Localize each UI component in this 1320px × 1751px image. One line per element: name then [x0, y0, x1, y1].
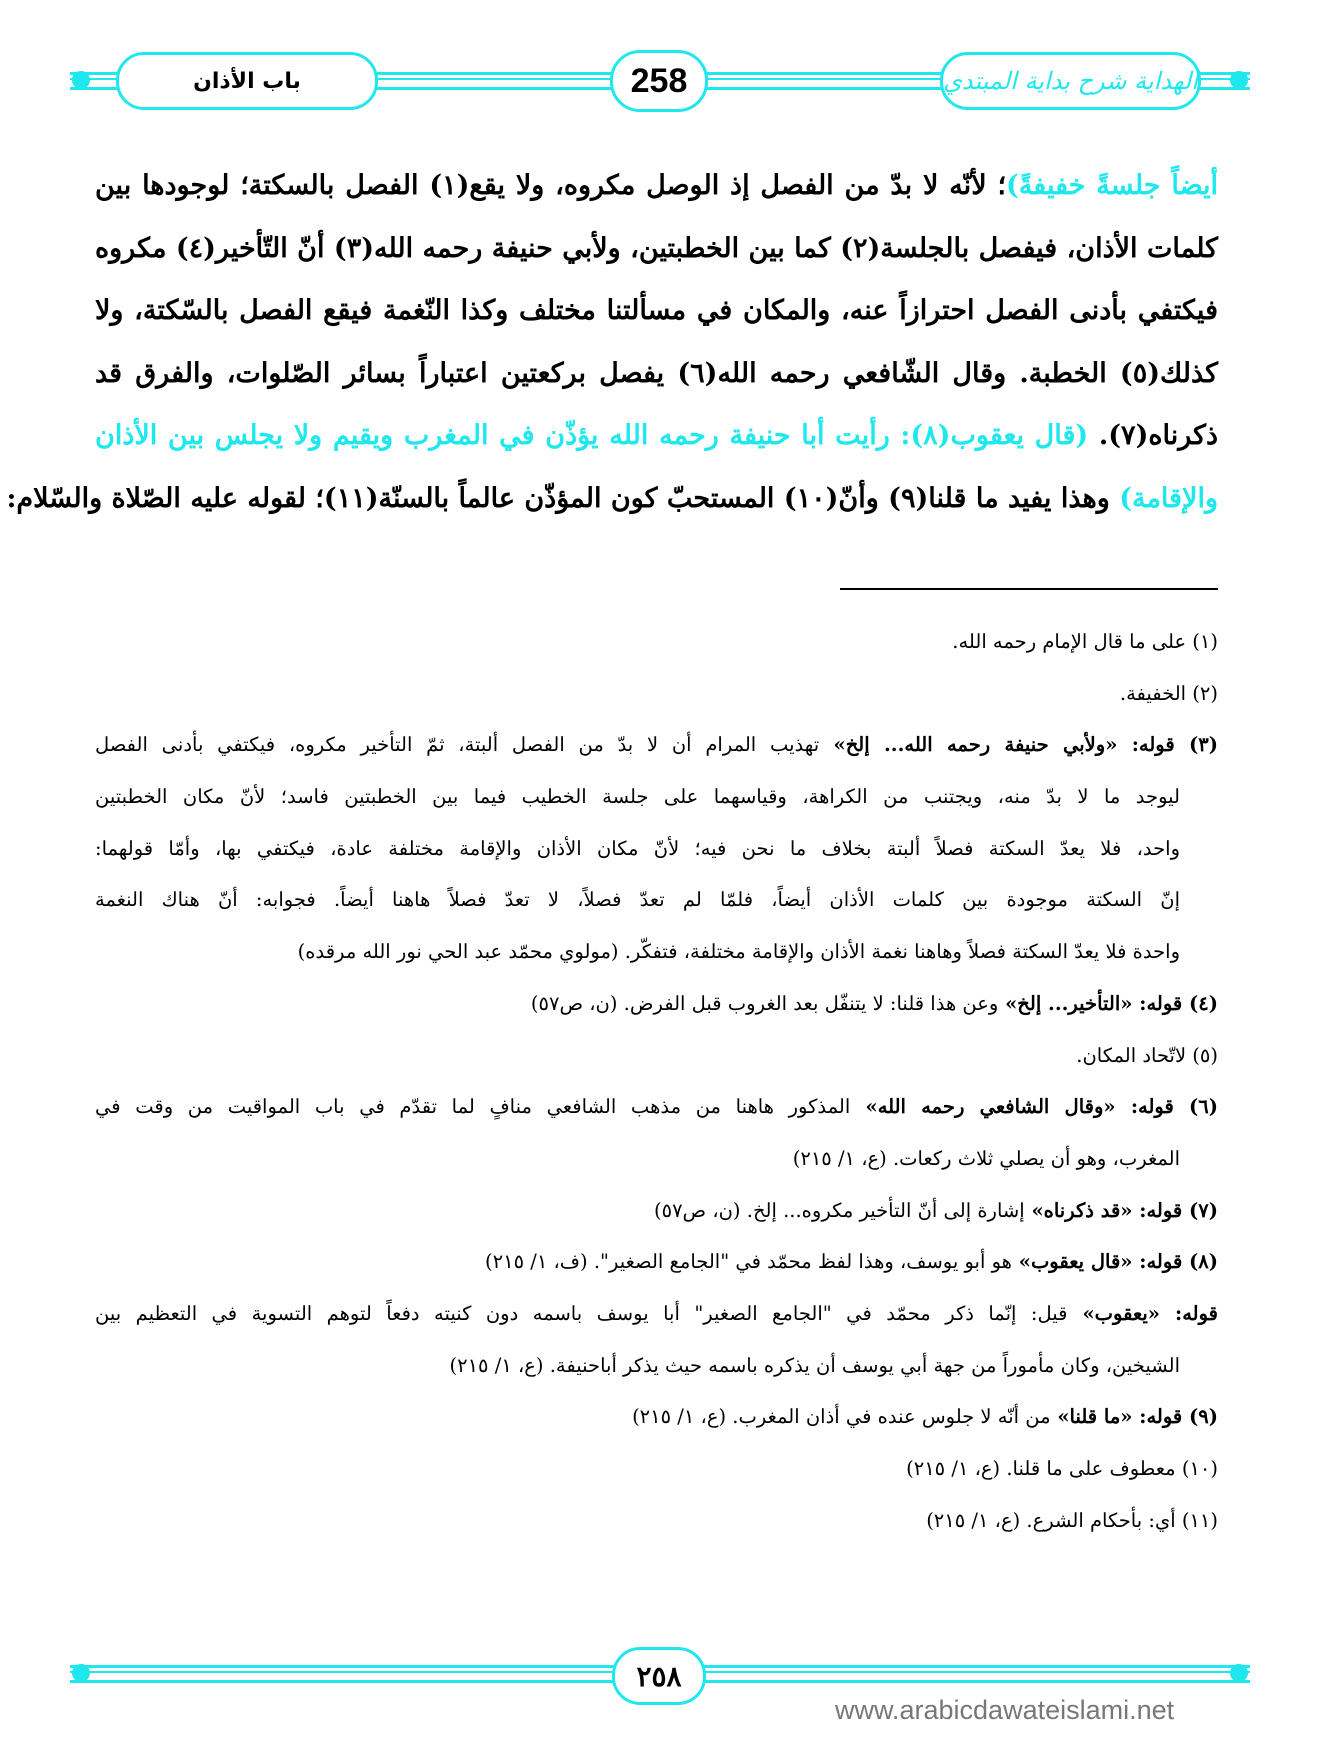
website-url: www.arabicdawateislami.net — [835, 1695, 1175, 1725]
footnote-line — [95, 1346, 1218, 1398]
footnote-text: هو أبو يوسف، وهذا لفظ محمّد في "الجامع الصغير". (ف، ١/ ٢١٥) — [485, 1250, 1012, 1274]
footnote-line — [95, 984, 1218, 1036]
footnote-text: (١) على ما قال الإمام رحمه الله. — [952, 630, 1218, 653]
footnote-text: واحد، فلا يعدّ السكتة فصلاً ألبتة بخلاف ما نحن فيه؛ لأنّ مكان الأذان والإقامة مختلفة عادة، فيكتفي بها، وأمّا قولهما: — [95, 836, 1180, 860]
footnote-text: الشيخين، وكان مأموراً من جهة أبي يوسف أن يذكره باسمه حيث يذكر أباحنيفة. (ع، ١/ ٢١٥) — [449, 1353, 1180, 1377]
footnote-lead: (٧) قوله: «قد ذكرناه» — [1024, 1198, 1218, 1222]
footnote-text: المغرب، وهو أن يصلي ثلاث ركعات. (ع، ١/ ٢١٥) — [792, 1146, 1180, 1170]
footnote-lead: (٣) قوله: «ولأبي حنيفة رحمه الله... إلخ» — [819, 733, 1218, 757]
footnote-lead: (٤) قوله: «التأخير... إلخ» — [998, 991, 1218, 1015]
header-ornament-left — [72, 71, 90, 89]
text-line — [6, 475, 1218, 538]
footnote-lead: (٦) قوله: «وقال الشافعي رحمه الله» — [850, 1095, 1219, 1119]
footnote-text: من أنّه لا جلوس عنده في أذان المغرب. (ع، ١/ ٢١٥) — [632, 1405, 1051, 1429]
footnote-text: (٢) الخفيفة. — [1119, 681, 1218, 705]
footnote-line — [95, 1242, 1218, 1294]
matn-text: (قال يعقوب(٨): رأيت أبا حنيفة رحمه الله يؤذّن في المغرب ويقيم ولا يجلس بين الأذان — [95, 420, 1089, 452]
footnote-lead: (٨) قوله: «قال يعقوب» — [1011, 1250, 1218, 1274]
footnote-line — [95, 932, 1218, 984]
footnote-text: وعن هذا قلنا: لا يتنفّل بعد الغروب قبل الفرض. (ن، ص٥٧) — [530, 991, 999, 1015]
text-line: كلمات الأذان، فيفصل بالجلسة(٢) كما بين الخطبتين، ولأبي حنيفة رحمه الله(٣) أنّ التّأخير(٤) مكروه — [95, 232, 1218, 264]
footnote-divider — [840, 588, 1218, 590]
footnote-line — [95, 829, 1218, 881]
footnote-text: المذكور هاهنا من مذهب الشافعي منافٍ لما تقدّم في باب المواقيت من وقت في — [95, 1095, 851, 1119]
footnote-text: تهذيب المرام أن لا بدّ من الفصل ألبتة، ثمّ التأخير مكروه، فيكتفي بأدنى الفصل — [95, 733, 820, 757]
footnotes — [95, 622, 1218, 1552]
footnote-text: (٥) لاتّحاد المكان. — [1076, 1043, 1218, 1067]
footnote-text: واحدة فلا يعدّ السكتة فصلاً وهاهنا نغمة الأذان والإقامة مختلفة، فتفكّر. (مولوي محمّد عبد الحي نور الله مرقده) — [297, 940, 1180, 964]
text-line: فيكتفي بأدنى الفصل احترازاً عنه، والمكان في مسألتنا مختلف وكذا النّغمة فيقع الفصل بالسّكتة، ولا — [95, 295, 1218, 327]
footnote-line — [95, 1294, 1218, 1346]
footnote-line — [95, 622, 1218, 674]
footnote-line — [95, 725, 1218, 777]
footnote-line — [95, 880, 1218, 932]
footer-page-number-box — [612, 1647, 706, 1705]
text-line — [95, 162, 1218, 225]
chapter-title: باب الأذان — [193, 68, 301, 94]
footnote-line — [95, 1501, 1218, 1553]
book-title-box — [940, 52, 1201, 110]
header-ornament-right — [1230, 71, 1248, 89]
footnote-line — [95, 1036, 1218, 1088]
matn-text: أيضاً جلسةً خفيفةً) — [1006, 170, 1218, 201]
page-number-box — [610, 50, 708, 112]
footnote-line — [95, 1397, 1218, 1449]
text-line — [95, 412, 1218, 475]
footnote-text: ليوجد ما لا بدّ منه، ويجتنب من الكراهة، وقياسهما على جلسة الخطيب فيما بين الخطبتين فاسد؛ لأنّ مكان الخطبتين — [95, 785, 1180, 809]
footnote-line — [95, 1449, 1218, 1501]
footnote-text: إشارة إلى أنّ التأخير مكروه... إلخ. (ن، ص٥٧) — [653, 1198, 1025, 1222]
footnote-lead: قوله: «يعقوب» — [1067, 1301, 1218, 1325]
book-title-logo: الهداية شرح بداية المبتدي — [943, 67, 1198, 95]
footnote-text: (١١) أي: بأحكام الشرع. (ع، ١/ ٢١٥) — [926, 1508, 1218, 1532]
main-text — [6, 162, 1218, 538]
footnote-text: قيل: إنّما ذكر محمّد في "الجامع الصغير" أبا يوسف باسمه دون كنيته دفعاً لتوهم التسوية في التعظيم بين — [95, 1301, 1068, 1325]
footnote-line — [95, 1139, 1218, 1191]
footnote-line — [95, 1191, 1218, 1243]
footnote-text: (١٠) معطوف على ما قلنا. (ع، ١/ ٢١٥) — [906, 1457, 1218, 1480]
footnote-line — [95, 777, 1218, 829]
footnote-text: إنّ السكتة موجودة بين كلمات الأذان أيضاً، فلمّا لم تعدّ فصلاً، لا تعدّ فصلاً هاهنا أيضاً. فجوابه: أنّ هناك النغمة — [95, 888, 1180, 912]
sharh-text: ذكرناه(٧). — [1088, 420, 1218, 452]
matn-text: والإقامة) — [1119, 482, 1218, 514]
footer-ornament-left — [72, 1664, 90, 1682]
footnote-line — [95, 1087, 1218, 1139]
sharh-text: ؛ لأنّه لا بدّ من الفصل إذ الوصل مكروه، ولا يقع(١) الفصل بالسكتة؛ لوجودها بين — [95, 170, 1007, 201]
footnote-line — [95, 674, 1218, 726]
footer-page-number: ٢٥٨ — [636, 1660, 682, 1692]
footer-ornament-right — [1230, 1664, 1248, 1682]
footnote-lead: (٩) قوله: «ما قلنا» — [1050, 1405, 1218, 1429]
page-number: 258 — [630, 61, 688, 100]
text-line: كذلك(٥) الخطبة. وقال الشّافعي رحمه الله(٦) يفصل بركعتين اعتباراً بسائر الصّلوات، والفرق قد — [95, 357, 1218, 389]
sharh-text: وهذا يفيد ما قلنا(٩) وأنّ(١٠) المستحبّ كون المؤذّن عالماً بالسنّة(١١)؛ لقوله عليه الصّلاة والسّلام: — [6, 482, 1110, 514]
chapter-title-box — [116, 52, 378, 110]
